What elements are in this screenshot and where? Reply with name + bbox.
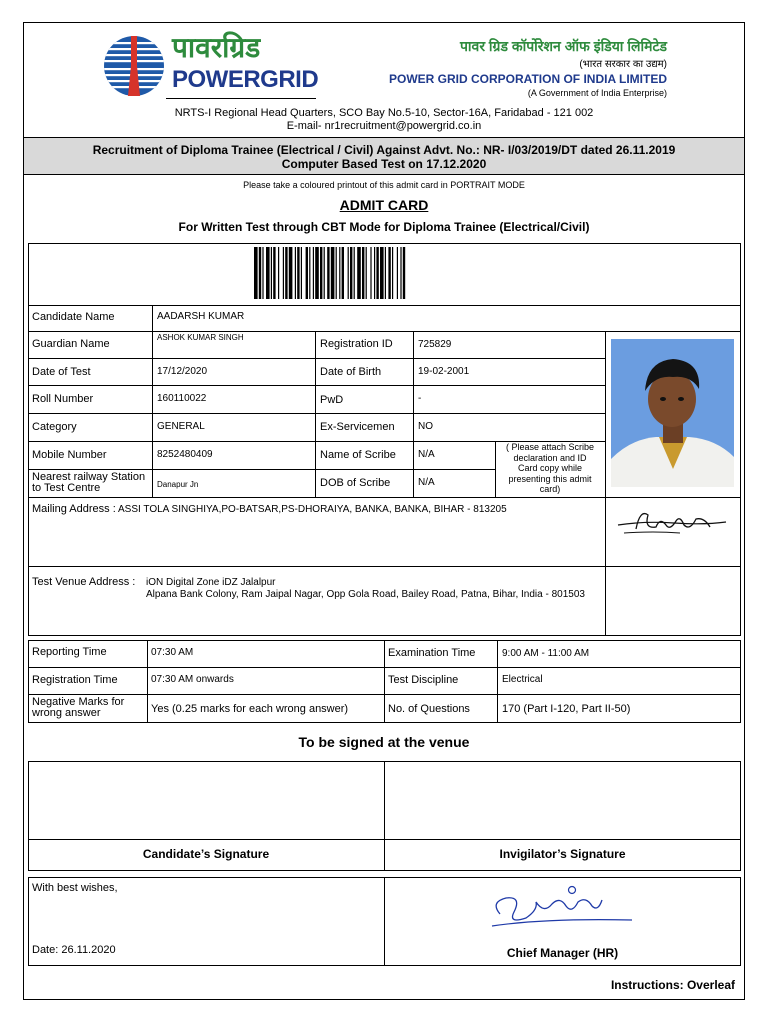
negative-marks-label [32,697,124,719]
candidate-name-label: Candidate Name [32,311,115,323]
mailing-address-label: Mailing Address : [32,503,116,515]
railway-station-label-line1: Nearest railway Station [32,471,146,483]
barcode-bar [366,247,367,299]
scribe-note-line: declaration and ID [513,452,587,463]
roll-number-value: 160110022 [157,393,207,404]
barcode-bar [320,247,322,299]
company-name-english: POWER GRID CORPORATION OF INDIA LIMITED [389,72,667,86]
barcode-bar [259,247,261,299]
barcode-bar [370,247,371,299]
mailing-address [32,503,507,515]
barcode-bar [331,247,335,299]
registration-id-label: Registration ID [320,338,393,350]
banner-line-1: Recruitment of Diploma Trainee (Electrical / Civil) Against Advt. No.: NR- I/03/2019/DT dated 26.11.2019 [92,143,676,157]
candidate-photo [611,339,734,487]
date-of-birth-label: Date of Birth [320,366,382,378]
barcode-bar [273,247,275,299]
barcode-bar [262,247,263,299]
govt-enterprise-hindi: (भारत सरकार का उद्यम) [579,59,667,70]
barcode-bar [295,247,296,299]
barcode-bar [357,247,361,299]
company-name-hindi: पावर ग्रिड कॉर्पोरेशन ऑफ इंडिया लिमिटेड [459,38,667,54]
category-value: GENERAL [157,421,205,432]
negative-marks-label-line2: wrong answer [32,707,101,719]
examination-time-label: Examination Time [388,647,476,659]
barcode-bar [297,247,299,299]
chief-manager-title: Chief Manager (HR) [506,946,619,960]
category-label: Category [32,421,77,433]
scribe-note-line: presenting this admit [508,473,592,484]
ex-servicemen-label: Ex-Servicemen [320,421,395,433]
railway-station-value: Danapur Jn [157,480,199,489]
instructions-overleaf: Instructions: Overleaf [610,978,735,992]
test-discipline-value: Electrical [502,674,543,685]
mobile-number-label: Mobile Number [32,449,107,461]
chief-manager-signature-image [486,884,636,936]
test-venue-line-2: Alpana Bank Colony, Ram Jaipal Nagar, Opp Gola Road, Bailey Road, Patna, Bihar, India - 801503 [146,589,585,600]
date-of-test-value: 17/12/2020 [157,366,208,377]
barcode-bar [306,247,308,299]
recruitment-banner [24,137,744,175]
railway-station-label-line2: to Test Centre [32,482,101,494]
barcode-bar [315,247,319,299]
barcode-bar [271,247,272,299]
mailing-address-value: ASSI TOLA SINGHIYA,PO-BATSAR,PS-DHORAIYA, BANKA, BANKA, BIHAR - 813205 [118,504,507,515]
printout-notice: Please take a coloured printout of this admit card in PORTRAIT MODE [243,180,525,190]
name-of-scribe-label: Name of Scribe [320,449,396,461]
govt-enterprise-english: (A Government of India Enterprise) [527,88,667,98]
best-wishes-text: With best wishes, [32,882,118,894]
dob-of-scribe-value: N/A [418,477,435,488]
issue-date: Date: 26.11.2020 [32,944,116,956]
office-email: E-mail- nr1recruitment@powergrid.co.in [286,120,482,132]
barcode-bar [376,247,378,299]
barcode-bar [397,247,398,299]
number-of-questions-label: No. of Questions [388,703,470,715]
barcode-bar [350,247,352,299]
scribe-note-line: card) [539,484,561,494]
barcode-bar [339,247,340,299]
candidate-name-value: AADARSH KUMAR [157,311,245,322]
scribe-note-line: Card copy while [517,463,583,473]
barcode-bar [313,247,314,299]
reporting-time-value: 07:30 AM [151,647,194,658]
barcode-bar [385,247,386,299]
logo-hindi-text: पावरग्रिड [172,32,261,63]
admit-card-subtitle: For Written Test through CBT Mode for Diploma Trainee (Electrical/Civil) [178,220,590,234]
admit-card-title: ADMIT CARD [339,197,429,213]
logo-underline [166,98,316,99]
logo-english-text: POWERGRID [172,66,319,93]
negative-marks-label-line1: Negative Marks for [32,696,125,708]
scribe-note [496,442,604,495]
office-address: NRTS-I Regional Head Quarters, SCO Bay No.5-10, Sector-16A, Faridabad - 121 002 [174,107,594,119]
guardian-name-value: ASHOK KUMAR SINGH [157,333,244,342]
examination-time-value: 9:00 AM - 11:00 AM [502,648,590,659]
ex-servicemen-value: NO [418,421,433,432]
test-discipline-label: Test Discipline [388,674,459,686]
invigilator-signature-label: Invigilator’s Signature [499,847,626,861]
barcode-bar [301,247,302,299]
registration-time-label: Registration Time [32,674,118,686]
barcode-bar [403,247,405,299]
barcode-bar [362,247,364,299]
barcode-bar [283,247,284,299]
guardian-name-label: Guardian Name [32,338,110,350]
railway-station-label [32,472,145,494]
barcode-bar [285,247,287,299]
name-of-scribe-value: N/A [418,449,435,460]
test-venue-label: Test Venue Address : [32,576,136,588]
barcode-bar [380,247,384,299]
registration-time-value: 07:30 AM onwards [151,674,234,685]
barcode-bar [327,247,329,299]
pwd-value: - [418,393,422,404]
date-of-birth-value: 19-02-2001 [418,366,470,377]
barcode-bar [266,247,270,299]
barcode-bar [342,247,344,299]
scribe-note-line: ( Please attach Scribe [505,442,595,452]
pwd-label: PwD [320,394,344,406]
barcode-bar [336,247,337,299]
barcode-bar [388,247,390,299]
globe-icon [100,34,168,98]
roll-number-label: Roll Number [32,393,94,405]
barcode-bar [324,247,325,299]
barcode [254,247,514,299]
mobile-number-value: 8252480409 [157,449,213,460]
barcode-bar [392,247,393,299]
barcode-bar [254,247,258,299]
barcode-bar [400,247,401,299]
reporting-time-label: Reporting Time [32,646,107,658]
barcode-bar [348,247,349,299]
candidate-signature-image [614,505,732,539]
barcode-bar [289,247,293,299]
barcode-bar [278,247,279,299]
barcode-bar [354,247,355,299]
dob-of-scribe-label: DOB of Scribe [320,477,391,489]
barcode-bar [374,247,375,299]
registration-id-value: 725829 [418,339,452,350]
banner-line-2: Computer Based Test on 17.12.2020 [281,157,487,171]
negative-marks-value: Yes (0.25 marks for each wrong answer) [151,703,349,715]
number-of-questions-value: 170 (Part I-120, Part II-50) [502,703,631,715]
sign-at-venue-heading: To be signed at the venue [298,734,470,750]
date-of-test-label: Date of Test [32,366,91,378]
barcode-bar [309,247,310,299]
powergrid-logo [100,34,320,100]
candidate-signature-label: Candidate’s Signature [142,847,270,861]
test-venue-line-1: iON Digital Zone iDZ Jalalpur [146,577,276,588]
